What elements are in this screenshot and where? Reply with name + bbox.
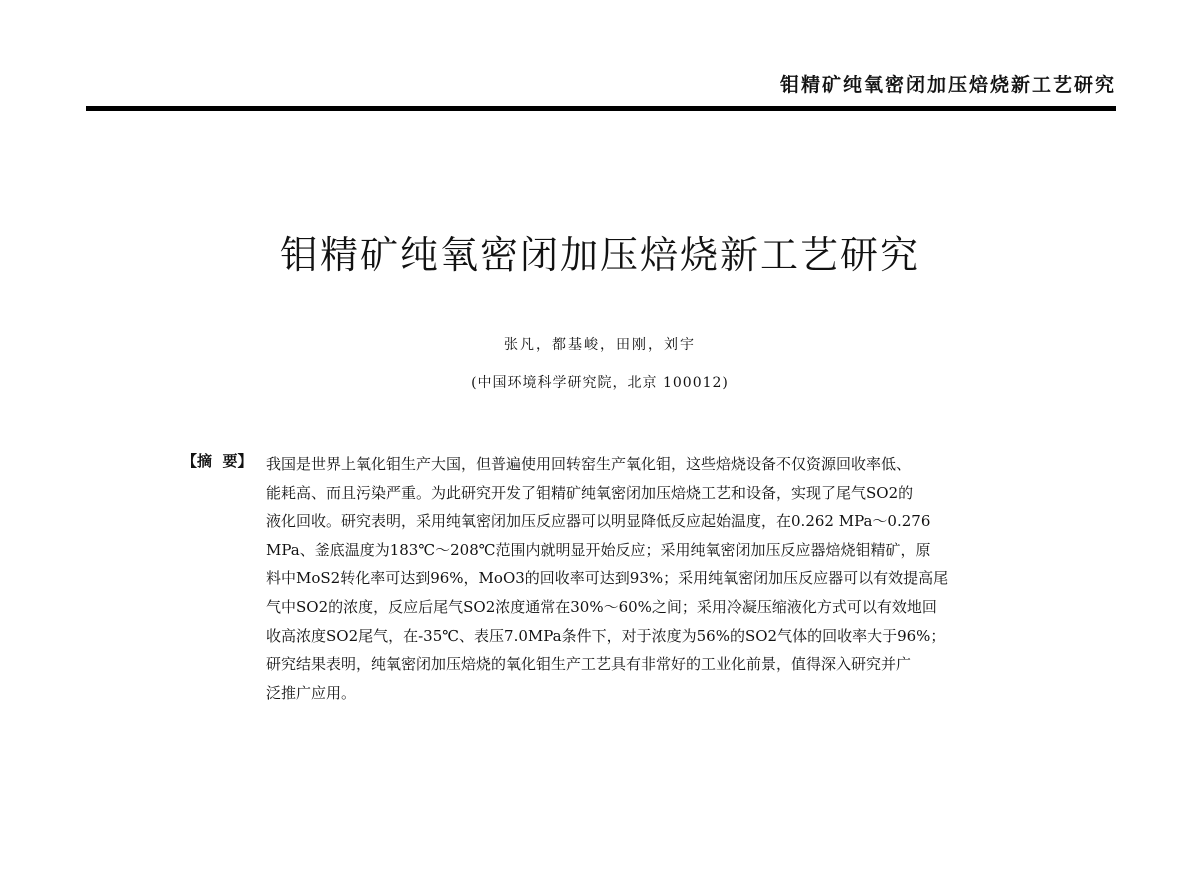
abstract-line: 液化回收。研究表明，采用纯氧密闭加压反应器可以明显降低反应起始温度，在0.262 MPa～0.276 (266, 512, 931, 531)
paper-title: 钼精矿纯氧密闭加压焙烧新工艺研究 (279, 233, 920, 277)
abstract-label: 【摘 要】 (182, 452, 253, 470)
abstract-line: 泛推广应用。 (266, 683, 357, 702)
abstract-line: 研究结果表明，纯氧密闭加压焙烧的氧化钼生产工艺具有非常好的工业化前景，值得深入研究并广 (266, 655, 912, 674)
abstract-line: 能耗高、而且污染严重。为此研究开发了钼精矿纯氧密闭加压焙烧工艺和设备，实现了尾气SO2的 (266, 483, 914, 502)
authors: 张凡，都基峻，田刚，刘宇 (504, 337, 696, 353)
affiliation: (中国环境科学研究院，北京 100012) (471, 375, 729, 391)
abstract-line: 我国是世界上氧化钼生产大国，但普遍使用回转窑生产氧化钼，这些焙烧设备不仅资源回收率低、 (266, 455, 912, 473)
abstract-line: 料中MoS2转化率可达到96%，MoO3的回收率可达到93%；采用纯氧密闭加压反应器可以有效提高尾 (266, 569, 949, 588)
abstract-line: 收高浓度SO2尾气，在-35℃、表压7.0MPa条件下，对于浓度为56%的SO2气体的回收率大于96%； (266, 626, 946, 645)
abstract-line: MPa、釜底温度为183℃～208℃范围内就明显开始反应；采用纯氧密闭加压反应器焙烧钼精矿，原 (266, 540, 931, 559)
abstract-body (266, 450, 1056, 707)
header-rule (86, 106, 1116, 111)
abstract-line: 气中SO2的浓度，反应后尾气SO2浓度通常在30%～60%之间；采用冷凝压缩液化方式可以有效地回 (266, 597, 937, 616)
running-header: 钼精矿纯氧密闭加压焙烧新工艺研究 (779, 74, 1116, 96)
